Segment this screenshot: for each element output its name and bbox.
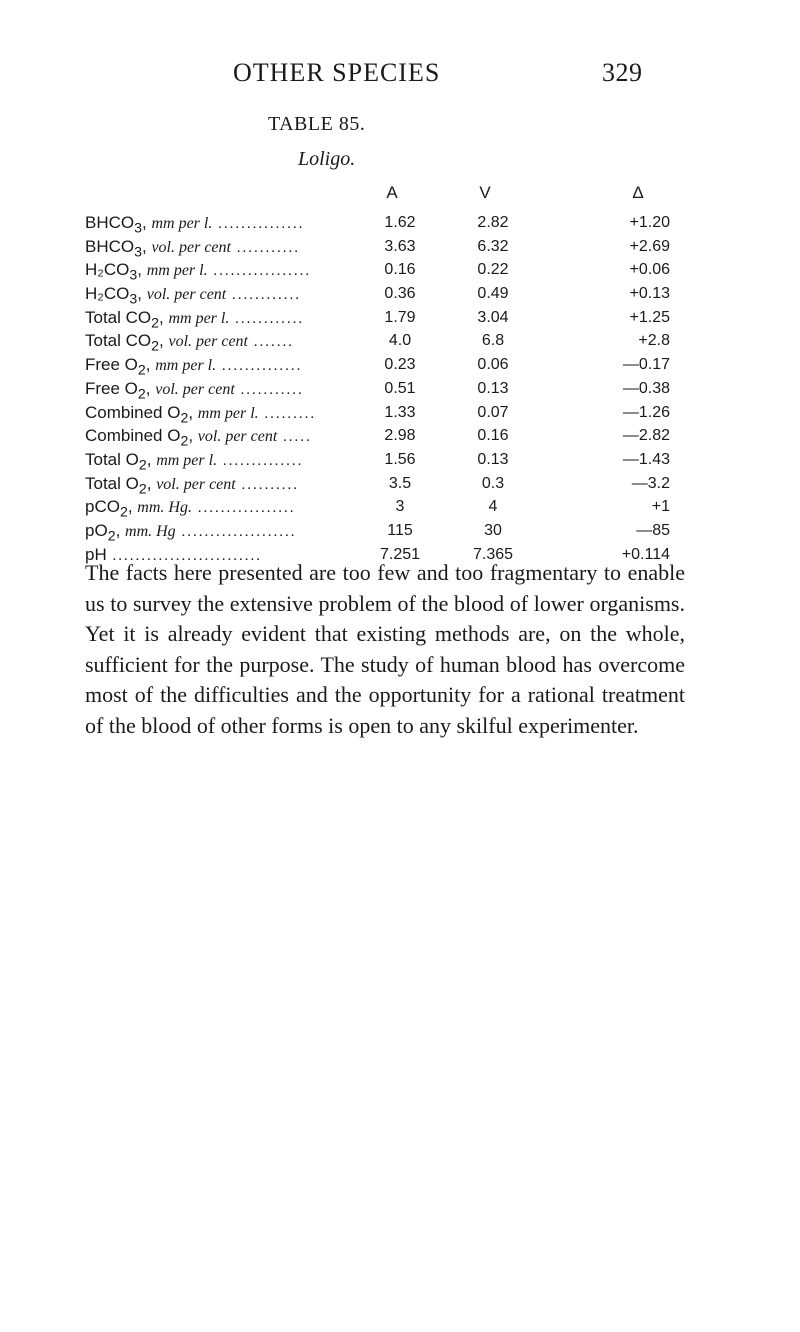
row-label-separator: , xyxy=(146,449,157,469)
value-a: 3.5 xyxy=(388,474,412,492)
value-delta: +1.20 xyxy=(629,214,670,231)
table-row xyxy=(85,329,685,353)
row-leader-dots: .......................... xyxy=(106,547,262,564)
data-table xyxy=(85,211,685,566)
value-a: 3 xyxy=(395,498,405,516)
value-delta: +2.69 xyxy=(629,237,670,255)
row-label-name: H₂CO xyxy=(85,260,130,280)
row-leader-dots: ........... xyxy=(230,239,300,256)
column-header-delta: Δ xyxy=(632,183,644,202)
row-label-separator: , xyxy=(159,307,169,327)
row-label-subscript: 2 xyxy=(138,480,147,497)
value-v: 0.13 xyxy=(477,379,509,397)
row-label-separator: , xyxy=(188,426,198,446)
row-leader-dots: .............. xyxy=(216,358,303,375)
row-label-unit: mm per l. xyxy=(146,262,208,280)
table-row xyxy=(85,401,685,425)
running-title: OTHER SPECIES xyxy=(233,58,441,87)
row-label-subscript: 2 xyxy=(107,528,116,545)
row-label-unit: vol. per cent xyxy=(197,428,278,446)
row-label-separator: , xyxy=(146,473,157,493)
row-label-subscript: 3 xyxy=(129,267,138,284)
value-delta: —1.26 xyxy=(622,403,670,421)
row-label-separator: , xyxy=(188,402,198,422)
row-label-name: Total O xyxy=(85,473,139,493)
table-row xyxy=(85,258,685,282)
row-label-subscript: 2 xyxy=(151,338,160,355)
table-row xyxy=(85,519,685,543)
value-v: 4 xyxy=(488,498,498,516)
row-label-name: Combined O xyxy=(85,426,181,446)
value-a: 2.98 xyxy=(384,427,416,445)
value-delta: —85 xyxy=(636,521,670,539)
value-v: 0.22 xyxy=(477,261,509,279)
body-paragraph: The facts here presented are too few and too fragmentary to enable us to survey the extensive problem of the blood of lower organisms. Yet it is already evident that existing methods are, on the whole, sufficient for the purpose. The study of human blood has overcome most of the difficulties and the opportunity for a rational treatment of the blood of other forms is open to any skilful experimenter. xyxy=(85,560,685,738)
row-label-subscript: 2 xyxy=(180,409,189,426)
row-label-unit: mm per l. xyxy=(168,309,230,327)
column-header-v: V xyxy=(479,183,491,202)
value-v: 30 xyxy=(484,521,502,539)
row-label-subscript: 2 xyxy=(180,433,189,450)
value-a: 0.51 xyxy=(384,379,416,397)
row-label-separator: , xyxy=(142,236,152,256)
row-leader-dots: ............... xyxy=(212,216,305,232)
value-a: 1.56 xyxy=(384,450,416,468)
row-label-unit: mm. Hg xyxy=(125,522,176,540)
row-label-separator: , xyxy=(115,520,126,540)
value-delta: +0.13 xyxy=(629,285,670,303)
row-leader-dots: ................. xyxy=(207,263,312,280)
value-v: 2.82 xyxy=(477,214,509,231)
value-delta: —3.2 xyxy=(631,474,670,492)
row-label-subscript: 2 xyxy=(137,386,146,403)
column-header-a: A xyxy=(386,183,398,202)
row-label-separator: , xyxy=(137,260,147,280)
row-label-name: Total O xyxy=(85,449,139,469)
table-row xyxy=(85,377,685,401)
value-delta: —0.17 xyxy=(622,356,670,374)
table-row xyxy=(85,235,685,259)
value-a: 1.33 xyxy=(384,403,416,421)
row-label-name: Free O xyxy=(85,378,138,398)
table-row xyxy=(85,211,685,235)
value-v: 6.32 xyxy=(477,237,509,255)
value-a: 115 xyxy=(387,521,413,539)
row-leader-dots: ....... xyxy=(248,334,294,351)
row-label-unit: mm. Hg. xyxy=(137,499,192,517)
value-delta: +1 xyxy=(651,498,670,516)
value-delta: +1.25 xyxy=(629,308,670,326)
row-leader-dots: .............. xyxy=(217,452,304,469)
row-label-name: Combined O xyxy=(85,402,181,422)
row-leader-dots: ................. xyxy=(191,500,296,517)
row-label-name: pH xyxy=(85,544,107,564)
table-row xyxy=(85,306,685,330)
value-v: 0.49 xyxy=(477,285,509,303)
value-a: 4.0 xyxy=(388,332,412,350)
value-a: 7.251 xyxy=(379,545,421,563)
row-label-name: BHCO xyxy=(85,213,135,232)
row-label-name: Total CO xyxy=(85,307,152,327)
row-label-separator: , xyxy=(142,213,152,232)
table-row xyxy=(85,495,685,519)
row-label-separator: , xyxy=(145,355,156,375)
row-label-subscript: 3 xyxy=(134,220,142,237)
row-label-unit: vol. per cent xyxy=(155,380,235,398)
row-leader-dots: ............ xyxy=(229,310,305,327)
row-label-name: BHCO xyxy=(85,236,135,256)
value-a: 1.79 xyxy=(384,308,416,326)
row-leader-dots: ..... xyxy=(277,429,312,446)
value-v: 0.3 xyxy=(481,474,505,492)
row-label-unit: mm per l. xyxy=(156,451,218,469)
value-a: 0.36 xyxy=(384,285,416,303)
value-delta: +0.114 xyxy=(621,545,670,563)
row-label-subscript: 2 xyxy=(138,457,147,474)
table-subtitle: Loligo. xyxy=(298,148,356,170)
row-label-name: Free O xyxy=(85,355,138,375)
table-row xyxy=(85,424,685,448)
row-label-subscript: 3 xyxy=(129,291,138,308)
table-row xyxy=(85,448,685,472)
row-label-subscript: 2 xyxy=(137,362,146,379)
row-leader-dots: ............ xyxy=(226,287,301,304)
row-label-separator: , xyxy=(159,331,169,351)
value-a: 0.23 xyxy=(384,356,416,374)
table-row xyxy=(85,282,685,306)
row-label-unit: mm per l. xyxy=(197,404,259,422)
row-leader-dots: ......... xyxy=(258,405,317,422)
table-row xyxy=(85,353,685,377)
value-delta: +0.06 xyxy=(629,261,670,279)
row-label-separator: , xyxy=(145,378,156,398)
row-label-unit: vol. per cent xyxy=(146,286,227,304)
value-v: 0.16 xyxy=(477,427,509,445)
running-header xyxy=(0,58,800,98)
row-label-unit: mm per l. xyxy=(155,357,217,375)
value-v: 7.365 xyxy=(472,545,514,563)
value-v: 6.8 xyxy=(481,332,505,350)
row-label-subscript: 3 xyxy=(134,244,142,261)
value-delta: —0.38 xyxy=(622,379,670,397)
row-label-name: H₂CO xyxy=(85,284,130,304)
row-label-unit: vol. per cent xyxy=(156,475,236,493)
row-label-subscript: 2 xyxy=(119,504,128,521)
table-row xyxy=(85,472,685,496)
value-delta: —1.43 xyxy=(622,450,670,468)
row-leader-dots: .......... xyxy=(235,476,299,493)
row-label-separator: , xyxy=(127,497,138,517)
value-delta: +2.8 xyxy=(638,332,670,350)
row-leader-dots: .................... xyxy=(175,523,297,540)
value-v: 0.13 xyxy=(477,450,509,468)
row-label-name: pO xyxy=(85,520,108,540)
row-label-separator: , xyxy=(137,284,147,304)
value-a: 3.63 xyxy=(384,237,416,255)
row-label-unit: mm per l. xyxy=(151,215,213,232)
row-leader-dots: ........... xyxy=(234,381,304,398)
row-label-unit: vol. per cent xyxy=(151,238,231,256)
row-label-name: pCO xyxy=(85,497,120,517)
value-v: 0.06 xyxy=(477,356,509,374)
row-label-subscript: 2 xyxy=(151,315,160,332)
row-label-unit: vol. per cent xyxy=(168,333,248,351)
row-label-name: Total CO xyxy=(85,331,152,351)
table-title: TABLE 85. xyxy=(268,113,366,135)
value-a: 0.16 xyxy=(384,261,416,279)
value-v: 0.07 xyxy=(477,403,509,421)
page-number: 329 xyxy=(602,58,643,87)
value-a: 1.62 xyxy=(384,214,416,231)
value-v: 3.04 xyxy=(477,308,509,326)
value-delta: —2.82 xyxy=(622,427,670,445)
